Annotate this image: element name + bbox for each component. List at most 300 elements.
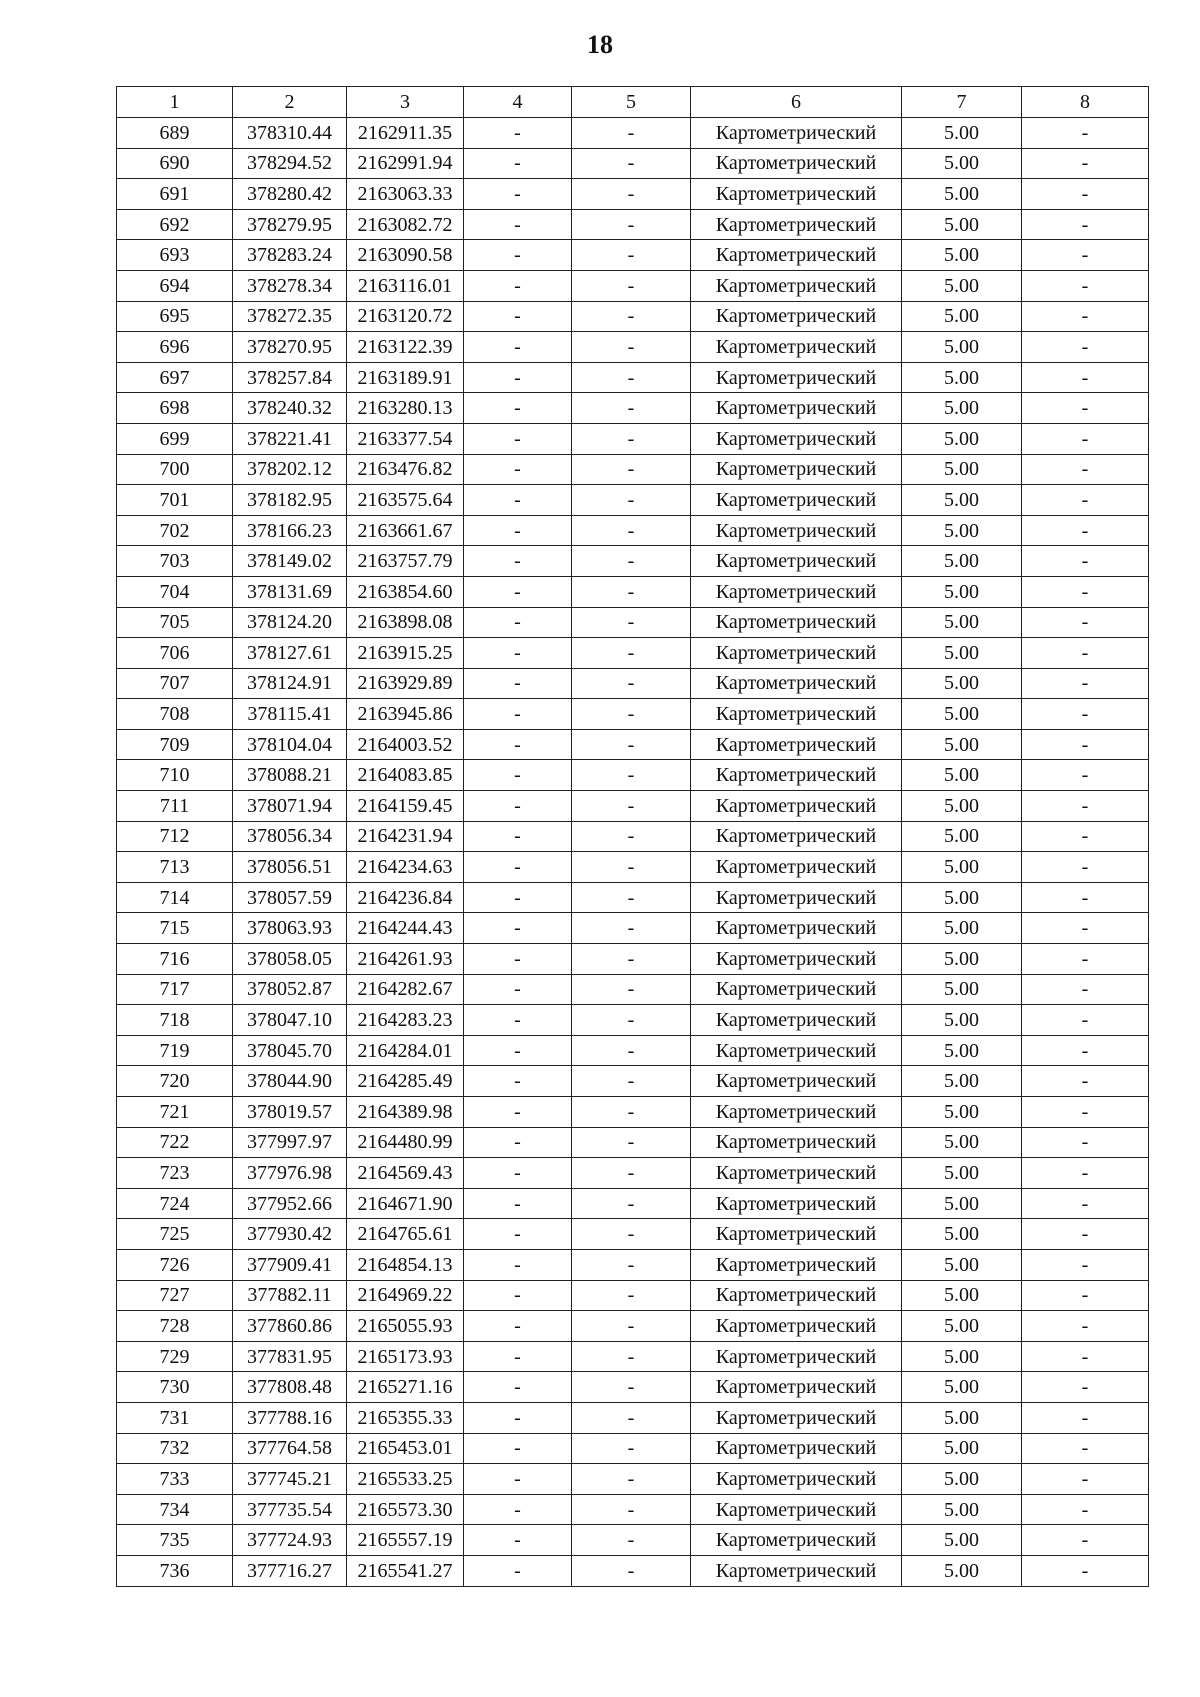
- point-number-cell: 706: [117, 638, 233, 669]
- col4-cell: -: [464, 423, 572, 454]
- accuracy-cell: 5.00: [902, 301, 1022, 332]
- method-cell: Картометрический: [691, 913, 902, 944]
- method-cell: Картометрический: [691, 423, 902, 454]
- col8-cell: -: [1022, 791, 1149, 822]
- accuracy-cell: 5.00: [902, 1005, 1022, 1036]
- accuracy-cell: 5.00: [902, 607, 1022, 638]
- col4-cell: -: [464, 393, 572, 424]
- col5-cell: -: [572, 1433, 691, 1464]
- col8-cell: -: [1022, 270, 1149, 301]
- col4-cell: -: [464, 118, 572, 149]
- y-coordinate-cell: 2165355.33: [347, 1402, 464, 1433]
- point-number-cell: 713: [117, 852, 233, 883]
- x-coordinate-cell: 377997.97: [233, 1127, 347, 1158]
- column-header: 3: [347, 87, 464, 118]
- col5-cell: -: [572, 179, 691, 210]
- col8-cell: -: [1022, 423, 1149, 454]
- method-cell: Картометрический: [691, 1555, 902, 1586]
- x-coordinate-cell: 378280.42: [233, 179, 347, 210]
- col4-cell: -: [464, 729, 572, 760]
- col5-cell: -: [572, 1219, 691, 1250]
- col5-cell: -: [572, 393, 691, 424]
- y-coordinate-cell: 2163063.33: [347, 179, 464, 210]
- col8-cell: -: [1022, 1280, 1149, 1311]
- col4-cell: -: [464, 944, 572, 975]
- column-header: 1: [117, 87, 233, 118]
- table-row: [117, 301, 1149, 332]
- col4-cell: -: [464, 1341, 572, 1372]
- col4-cell: -: [464, 148, 572, 179]
- col4-cell: -: [464, 1158, 572, 1189]
- y-coordinate-cell: 2163090.58: [347, 240, 464, 271]
- col8-cell: -: [1022, 1311, 1149, 1342]
- col5-cell: -: [572, 576, 691, 607]
- col4-cell: -: [464, 576, 572, 607]
- x-coordinate-cell: 378294.52: [233, 148, 347, 179]
- method-cell: Картометрический: [691, 882, 902, 913]
- col8-cell: -: [1022, 638, 1149, 669]
- col8-cell: -: [1022, 179, 1149, 210]
- method-cell: Картометрический: [691, 668, 902, 699]
- col8-cell: -: [1022, 240, 1149, 271]
- y-coordinate-cell: 2165541.27: [347, 1555, 464, 1586]
- accuracy-cell: 5.00: [902, 1402, 1022, 1433]
- x-coordinate-cell: 377808.48: [233, 1372, 347, 1403]
- y-coordinate-cell: 2164285.49: [347, 1066, 464, 1097]
- y-coordinate-cell: 2165055.93: [347, 1311, 464, 1342]
- column-header: 6: [691, 87, 902, 118]
- x-coordinate-cell: 378166.23: [233, 515, 347, 546]
- col5-cell: -: [572, 913, 691, 944]
- col8-cell: -: [1022, 852, 1149, 883]
- table-row: [117, 944, 1149, 975]
- col8-cell: -: [1022, 118, 1149, 149]
- table-row: [117, 1464, 1149, 1495]
- table-row: [117, 760, 1149, 791]
- method-cell: Картометрический: [691, 1066, 902, 1097]
- table-row: [117, 1494, 1149, 1525]
- method-cell: Картометрический: [691, 148, 902, 179]
- col8-cell: -: [1022, 729, 1149, 760]
- x-coordinate-cell: 378047.10: [233, 1005, 347, 1036]
- point-number-cell: 694: [117, 270, 233, 301]
- col4-cell: -: [464, 209, 572, 240]
- table-row: [117, 1402, 1149, 1433]
- x-coordinate-cell: 378056.51: [233, 852, 347, 883]
- col4-cell: -: [464, 1035, 572, 1066]
- y-coordinate-cell: 2163377.54: [347, 423, 464, 454]
- y-coordinate-cell: 2164003.52: [347, 729, 464, 760]
- table-header-row: [117, 87, 1149, 118]
- y-coordinate-cell: 2162991.94: [347, 148, 464, 179]
- x-coordinate-cell: 378279.95: [233, 209, 347, 240]
- accuracy-cell: 5.00: [902, 118, 1022, 149]
- col8-cell: -: [1022, 1555, 1149, 1586]
- x-coordinate-cell: 377745.21: [233, 1464, 347, 1495]
- x-coordinate-cell: 378124.20: [233, 607, 347, 638]
- point-number-cell: 703: [117, 546, 233, 577]
- col4-cell: -: [464, 1219, 572, 1250]
- method-cell: Картометрический: [691, 515, 902, 546]
- col5-cell: -: [572, 729, 691, 760]
- accuracy-cell: 5.00: [902, 209, 1022, 240]
- y-coordinate-cell: 2163854.60: [347, 576, 464, 607]
- col4-cell: -: [464, 1249, 572, 1280]
- col8-cell: -: [1022, 1525, 1149, 1556]
- table-row: [117, 485, 1149, 516]
- col4-cell: -: [464, 546, 572, 577]
- point-number-cell: 727: [117, 1280, 233, 1311]
- x-coordinate-cell: 378071.94: [233, 791, 347, 822]
- method-cell: Картометрический: [691, 332, 902, 363]
- y-coordinate-cell: 2163575.64: [347, 485, 464, 516]
- x-coordinate-cell: 378182.95: [233, 485, 347, 516]
- point-number-cell: 691: [117, 179, 233, 210]
- col4-cell: -: [464, 1525, 572, 1556]
- accuracy-cell: 5.00: [902, 270, 1022, 301]
- accuracy-cell: 5.00: [902, 1372, 1022, 1403]
- method-cell: Картометрический: [691, 546, 902, 577]
- x-coordinate-cell: 377860.86: [233, 1311, 347, 1342]
- accuracy-cell: 5.00: [902, 668, 1022, 699]
- point-number-cell: 702: [117, 515, 233, 546]
- point-number-cell: 726: [117, 1249, 233, 1280]
- col8-cell: -: [1022, 668, 1149, 699]
- col8-cell: -: [1022, 821, 1149, 852]
- accuracy-cell: 5.00: [902, 454, 1022, 485]
- point-number-cell: 709: [117, 729, 233, 760]
- point-number-cell: 721: [117, 1097, 233, 1128]
- x-coordinate-cell: 377976.98: [233, 1158, 347, 1189]
- table-row: [117, 423, 1149, 454]
- method-cell: Картометрический: [691, 362, 902, 393]
- y-coordinate-cell: 2164283.23: [347, 1005, 464, 1036]
- point-number-cell: 705: [117, 607, 233, 638]
- point-number-cell: 689: [117, 118, 233, 149]
- accuracy-cell: 5.00: [902, 1433, 1022, 1464]
- accuracy-cell: 5.00: [902, 882, 1022, 913]
- x-coordinate-cell: 377952.66: [233, 1188, 347, 1219]
- col5-cell: -: [572, 1158, 691, 1189]
- y-coordinate-cell: 2164765.61: [347, 1219, 464, 1250]
- table-row: [117, 1555, 1149, 1586]
- table-row: [117, 852, 1149, 883]
- accuracy-cell: 5.00: [902, 1311, 1022, 1342]
- y-coordinate-cell: 2164389.98: [347, 1097, 464, 1128]
- col8-cell: -: [1022, 1402, 1149, 1433]
- table-row: [117, 332, 1149, 363]
- x-coordinate-cell: 378272.35: [233, 301, 347, 332]
- x-coordinate-cell: 378057.59: [233, 882, 347, 913]
- col8-cell: -: [1022, 485, 1149, 516]
- col8-cell: -: [1022, 1066, 1149, 1097]
- point-number-cell: 733: [117, 1464, 233, 1495]
- x-coordinate-cell: 378115.41: [233, 699, 347, 730]
- col8-cell: -: [1022, 1035, 1149, 1066]
- point-number-cell: 700: [117, 454, 233, 485]
- method-cell: Картометрический: [691, 699, 902, 730]
- col5-cell: -: [572, 301, 691, 332]
- col8-cell: -: [1022, 607, 1149, 638]
- col5-cell: -: [572, 485, 691, 516]
- y-coordinate-cell: 2165533.25: [347, 1464, 464, 1495]
- accuracy-cell: 5.00: [902, 760, 1022, 791]
- accuracy-cell: 5.00: [902, 699, 1022, 730]
- col5-cell: -: [572, 760, 691, 791]
- y-coordinate-cell: 2163122.39: [347, 332, 464, 363]
- y-coordinate-cell: 2165557.19: [347, 1525, 464, 1556]
- col4-cell: -: [464, 852, 572, 883]
- accuracy-cell: 5.00: [902, 423, 1022, 454]
- method-cell: Картометрический: [691, 1097, 902, 1128]
- point-number-cell: 707: [117, 668, 233, 699]
- method-cell: Картометрический: [691, 1494, 902, 1525]
- col8-cell: -: [1022, 576, 1149, 607]
- col5-cell: -: [572, 454, 691, 485]
- accuracy-cell: 5.00: [902, 944, 1022, 975]
- accuracy-cell: 5.00: [902, 1341, 1022, 1372]
- y-coordinate-cell: 2164569.43: [347, 1158, 464, 1189]
- col4-cell: -: [464, 1555, 572, 1586]
- col5-cell: -: [572, 1372, 691, 1403]
- col4-cell: -: [464, 332, 572, 363]
- col5-cell: -: [572, 332, 691, 363]
- col5-cell: -: [572, 1127, 691, 1158]
- accuracy-cell: 5.00: [902, 515, 1022, 546]
- point-number-cell: 718: [117, 1005, 233, 1036]
- point-number-cell: 732: [117, 1433, 233, 1464]
- x-coordinate-cell: 378063.93: [233, 913, 347, 944]
- y-coordinate-cell: 2163476.82: [347, 454, 464, 485]
- col4-cell: -: [464, 638, 572, 669]
- point-number-cell: 690: [117, 148, 233, 179]
- col8-cell: -: [1022, 699, 1149, 730]
- table-row: [117, 821, 1149, 852]
- col5-cell: -: [572, 1249, 691, 1280]
- method-cell: Картометрический: [691, 1311, 902, 1342]
- point-number-cell: 715: [117, 913, 233, 944]
- table-row: [117, 1097, 1149, 1128]
- column-header: 8: [1022, 87, 1149, 118]
- method-cell: Картометрический: [691, 1188, 902, 1219]
- table-row: [117, 668, 1149, 699]
- point-number-cell: 708: [117, 699, 233, 730]
- y-coordinate-cell: 2164282.67: [347, 974, 464, 1005]
- accuracy-cell: 5.00: [902, 332, 1022, 363]
- accuracy-cell: 5.00: [902, 148, 1022, 179]
- accuracy-cell: 5.00: [902, 1280, 1022, 1311]
- method-cell: Картометрический: [691, 729, 902, 760]
- method-cell: Картометрический: [691, 485, 902, 516]
- table-row: [117, 1525, 1149, 1556]
- method-cell: Картометрический: [691, 607, 902, 638]
- y-coordinate-cell: 2164284.01: [347, 1035, 464, 1066]
- accuracy-cell: 5.00: [902, 852, 1022, 883]
- method-cell: Картометрический: [691, 576, 902, 607]
- col4-cell: -: [464, 515, 572, 546]
- col8-cell: -: [1022, 1097, 1149, 1128]
- x-coordinate-cell: 378270.95: [233, 332, 347, 363]
- x-coordinate-cell: 378257.84: [233, 362, 347, 393]
- col4-cell: -: [464, 1494, 572, 1525]
- x-coordinate-cell: 378056.34: [233, 821, 347, 852]
- accuracy-cell: 5.00: [902, 1525, 1022, 1556]
- point-number-cell: 701: [117, 485, 233, 516]
- table-row: [117, 1127, 1149, 1158]
- table-row: [117, 1066, 1149, 1097]
- point-number-cell: 730: [117, 1372, 233, 1403]
- y-coordinate-cell: 2163189.91: [347, 362, 464, 393]
- y-coordinate-cell: 2164969.22: [347, 1280, 464, 1311]
- y-coordinate-cell: 2164236.84: [347, 882, 464, 913]
- col4-cell: -: [464, 1464, 572, 1495]
- col8-cell: -: [1022, 1127, 1149, 1158]
- col5-cell: -: [572, 668, 691, 699]
- col8-cell: -: [1022, 148, 1149, 179]
- col5-cell: -: [572, 515, 691, 546]
- col8-cell: -: [1022, 332, 1149, 363]
- col8-cell: -: [1022, 1158, 1149, 1189]
- accuracy-cell: 5.00: [902, 1219, 1022, 1250]
- accuracy-cell: 5.00: [902, 393, 1022, 424]
- col5-cell: -: [572, 1402, 691, 1433]
- x-coordinate-cell: 378127.61: [233, 638, 347, 669]
- col5-cell: -: [572, 1464, 691, 1495]
- col8-cell: -: [1022, 1464, 1149, 1495]
- table-row: [117, 882, 1149, 913]
- point-number-cell: 714: [117, 882, 233, 913]
- col5-cell: -: [572, 852, 691, 883]
- col4-cell: -: [464, 607, 572, 638]
- method-cell: Картометрический: [691, 301, 902, 332]
- y-coordinate-cell: 2164854.13: [347, 1249, 464, 1280]
- table-row: [117, 729, 1149, 760]
- col5-cell: -: [572, 1035, 691, 1066]
- method-cell: Картометрический: [691, 1280, 902, 1311]
- y-coordinate-cell: 2165271.16: [347, 1372, 464, 1403]
- col5-cell: -: [572, 148, 691, 179]
- y-coordinate-cell: 2163116.01: [347, 270, 464, 301]
- col4-cell: -: [464, 1005, 572, 1036]
- point-number-cell: 716: [117, 944, 233, 975]
- col8-cell: -: [1022, 515, 1149, 546]
- col8-cell: -: [1022, 1494, 1149, 1525]
- point-number-cell: 710: [117, 760, 233, 791]
- table-row: [117, 974, 1149, 1005]
- point-number-cell: 719: [117, 1035, 233, 1066]
- y-coordinate-cell: 2163915.25: [347, 638, 464, 669]
- col8-cell: -: [1022, 1433, 1149, 1464]
- table-row: [117, 791, 1149, 822]
- col5-cell: -: [572, 1525, 691, 1556]
- y-coordinate-cell: 2163898.08: [347, 607, 464, 638]
- accuracy-cell: 5.00: [902, 1127, 1022, 1158]
- table-row: [117, 1005, 1149, 1036]
- point-number-cell: 722: [117, 1127, 233, 1158]
- col4-cell: -: [464, 1066, 572, 1097]
- x-coordinate-cell: 378278.34: [233, 270, 347, 301]
- point-number-cell: 735: [117, 1525, 233, 1556]
- method-cell: Картометрический: [691, 1219, 902, 1250]
- table-row: [117, 638, 1149, 669]
- accuracy-cell: 5.00: [902, 1035, 1022, 1066]
- col5-cell: -: [572, 362, 691, 393]
- col5-cell: -: [572, 944, 691, 975]
- x-coordinate-cell: 378088.21: [233, 760, 347, 791]
- point-number-cell: 729: [117, 1341, 233, 1372]
- method-cell: Картометрический: [691, 1249, 902, 1280]
- y-coordinate-cell: 2164159.45: [347, 791, 464, 822]
- accuracy-cell: 5.00: [902, 1249, 1022, 1280]
- y-coordinate-cell: 2164671.90: [347, 1188, 464, 1219]
- method-cell: Картометрический: [691, 821, 902, 852]
- col4-cell: -: [464, 791, 572, 822]
- col4-cell: -: [464, 485, 572, 516]
- x-coordinate-cell: 377724.93: [233, 1525, 347, 1556]
- table-body: [117, 87, 1149, 1587]
- accuracy-cell: 5.00: [902, 240, 1022, 271]
- accuracy-cell: 5.00: [902, 1158, 1022, 1189]
- method-cell: Картометрический: [691, 1464, 902, 1495]
- col5-cell: -: [572, 974, 691, 1005]
- col5-cell: -: [572, 1005, 691, 1036]
- table-row: [117, 454, 1149, 485]
- table-row: [117, 1249, 1149, 1280]
- x-coordinate-cell: 378202.12: [233, 454, 347, 485]
- y-coordinate-cell: 2163945.86: [347, 699, 464, 730]
- col8-cell: -: [1022, 1341, 1149, 1372]
- method-cell: Картометрический: [691, 454, 902, 485]
- col4-cell: -: [464, 668, 572, 699]
- y-coordinate-cell: 2163082.72: [347, 209, 464, 240]
- method-cell: Картометрический: [691, 638, 902, 669]
- col5-cell: -: [572, 118, 691, 149]
- table-row: [117, 362, 1149, 393]
- y-coordinate-cell: 2164480.99: [347, 1127, 464, 1158]
- y-coordinate-cell: 2164261.93: [347, 944, 464, 975]
- point-number-cell: 697: [117, 362, 233, 393]
- col5-cell: -: [572, 1280, 691, 1311]
- y-coordinate-cell: 2165173.93: [347, 1341, 464, 1372]
- point-number-cell: 698: [117, 393, 233, 424]
- accuracy-cell: 5.00: [902, 1097, 1022, 1128]
- col4-cell: -: [464, 974, 572, 1005]
- x-coordinate-cell: 377831.95: [233, 1341, 347, 1372]
- y-coordinate-cell: 2164083.85: [347, 760, 464, 791]
- y-coordinate-cell: 2164231.94: [347, 821, 464, 852]
- accuracy-cell: 5.00: [902, 1188, 1022, 1219]
- col4-cell: -: [464, 821, 572, 852]
- col4-cell: -: [464, 1280, 572, 1311]
- x-coordinate-cell: 378058.05: [233, 944, 347, 975]
- y-coordinate-cell: 2163661.67: [347, 515, 464, 546]
- col5-cell: -: [572, 821, 691, 852]
- x-coordinate-cell: 377909.41: [233, 1249, 347, 1280]
- page-number: 18: [587, 30, 613, 59]
- col5-cell: -: [572, 607, 691, 638]
- col5-cell: -: [572, 240, 691, 271]
- y-coordinate-cell: 2164234.63: [347, 852, 464, 883]
- col4-cell: -: [464, 1311, 572, 1342]
- accuracy-cell: 5.00: [902, 362, 1022, 393]
- col8-cell: -: [1022, 1249, 1149, 1280]
- x-coordinate-cell: 377716.27: [233, 1555, 347, 1586]
- x-coordinate-cell: 378131.69: [233, 576, 347, 607]
- x-coordinate-cell: 378045.70: [233, 1035, 347, 1066]
- x-coordinate-cell: 378283.24: [233, 240, 347, 271]
- method-cell: Картометрический: [691, 240, 902, 271]
- col4-cell: -: [464, 882, 572, 913]
